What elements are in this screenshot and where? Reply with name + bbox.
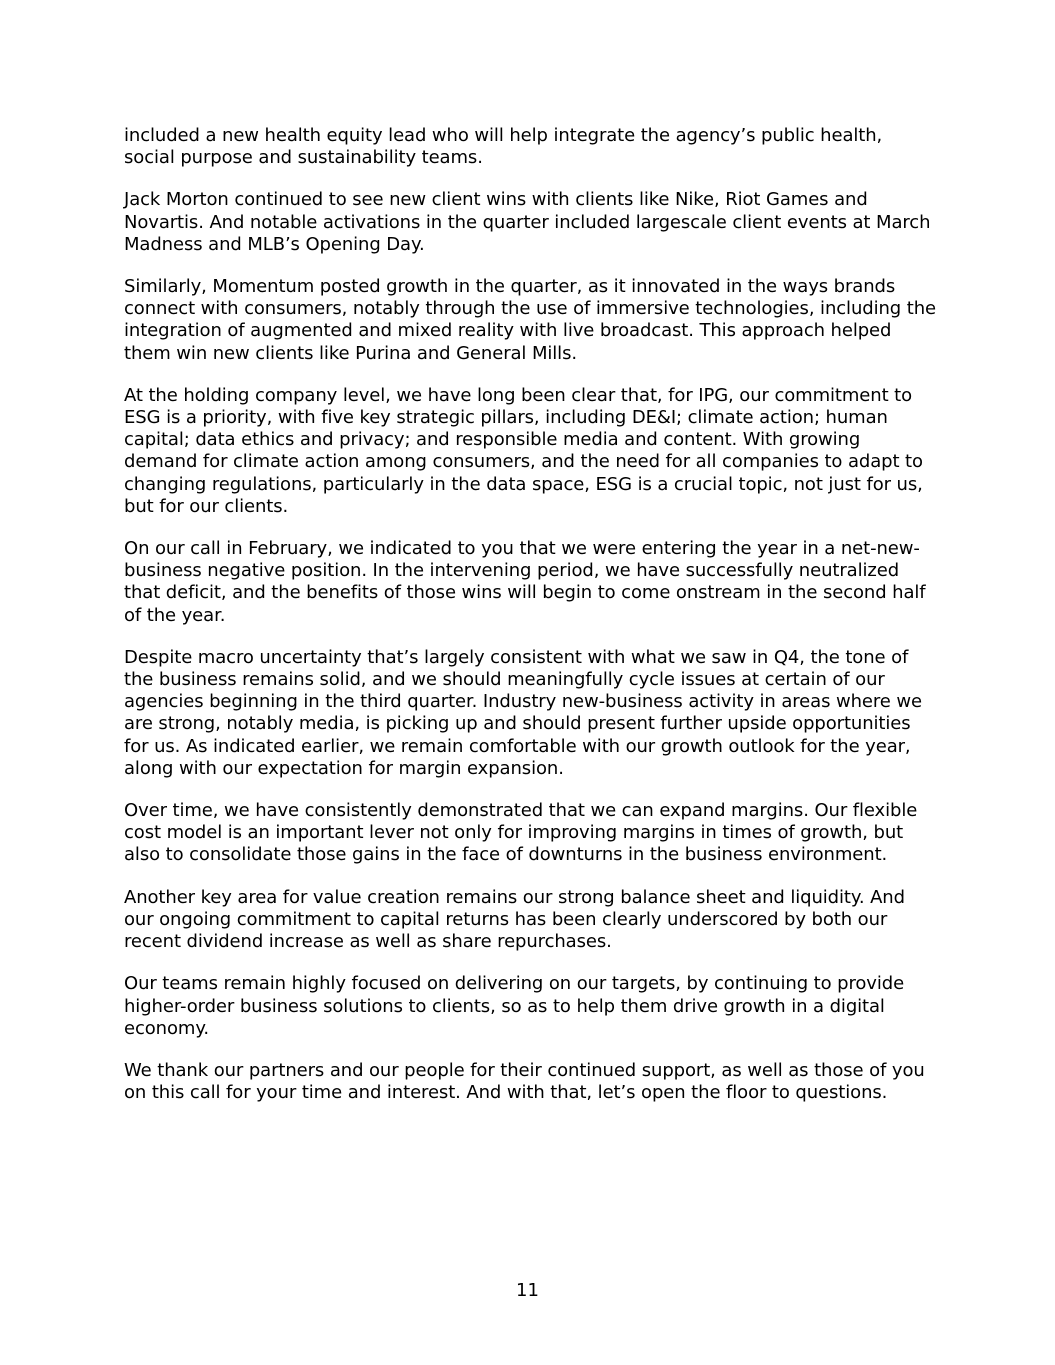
paragraph-targets: Our teams remain highly focused on delivering on our targets, by continuing to provide higher-order business solutions to clients, so as to help them drive growth in a digital economy. [124,973,905,1039]
paragraph-balance-sheet: Another key area for value creation remains our strong balance sheet and liquidity. And our ongoing commitment to capital returns has been clearly underscored by both our recent dividend increase as well as share repurchases. [124,886,905,953]
paragraph-esg: At the holding company level, we have long been clear that, for IPG, our commitment to ESG is a priority, with five key strategic pillars, including DE&I; climate action; human capital; data ethics and privacy; and responsible media and content. With growing demand for climate action among consumers, and the need for all companies to adapt to changing regulations, particularly in the data space, ESG is a crucial topic, not just for us, but for our clients. [124,384,923,517]
paragraph-closing: We thank our partners and our people for their continued support, as well as those of you on this call for your time and interest. And with that, let’s open the floor to questions. [124,1059,925,1104]
paragraph-margins: Over time, we have consistently demonstrated that we can expand margins. Our flexible cost model is an important lever not only for improving margins in times of growth, but also to consolidate those gains in the face of downturns in the business environment. [124,800,918,866]
paragraph-health-equity: included a new health equity lead who will help integrate the agency’s public health, social purpose and sustainability teams. [124,125,883,169]
paragraph-outlook: Despite macro uncertainty that’s largely consistent with what we saw in Q4, the tone of the business remains solid, and we should meaningfully cycle issues at certain of our agencies beginning in the third quarter. Industry new-business activity in areas where we are strong, notably media, is picking up and should present further upside opportunities for us. As indicated earlier, we remain comfortable with our growth outlook for the year, along with our expectation for margin expansion. [124,646,922,779]
paragraph-momentum: Similarly, Momentum posted growth in the quarter, as it innovated in the ways brands connect with consumers, notably through the use of immersive technologies, including the integration of augmented and mixed reality with live broadcast. This approach helped them win new clients like Purina and General Mills. [124,276,936,364]
document-body [124,125,936,1124]
page-number: 11 [516,1280,539,1301]
paragraph-jack-morton: Jack Morton continued to see new client wins with clients like Nike, Riot Games and Novartis. And notable activations in the quarter included largescale client events at March Madness and MLB’s Opening Day. [124,189,931,255]
paragraph-new-business: On our call in February, we indicated to you that we were entering the year in a net-new-business negative position. In the intervening period, we have successfully neutralized that deficit, and the benefits of those wins will begin to come onstream in the second half of the year. [124,538,926,626]
